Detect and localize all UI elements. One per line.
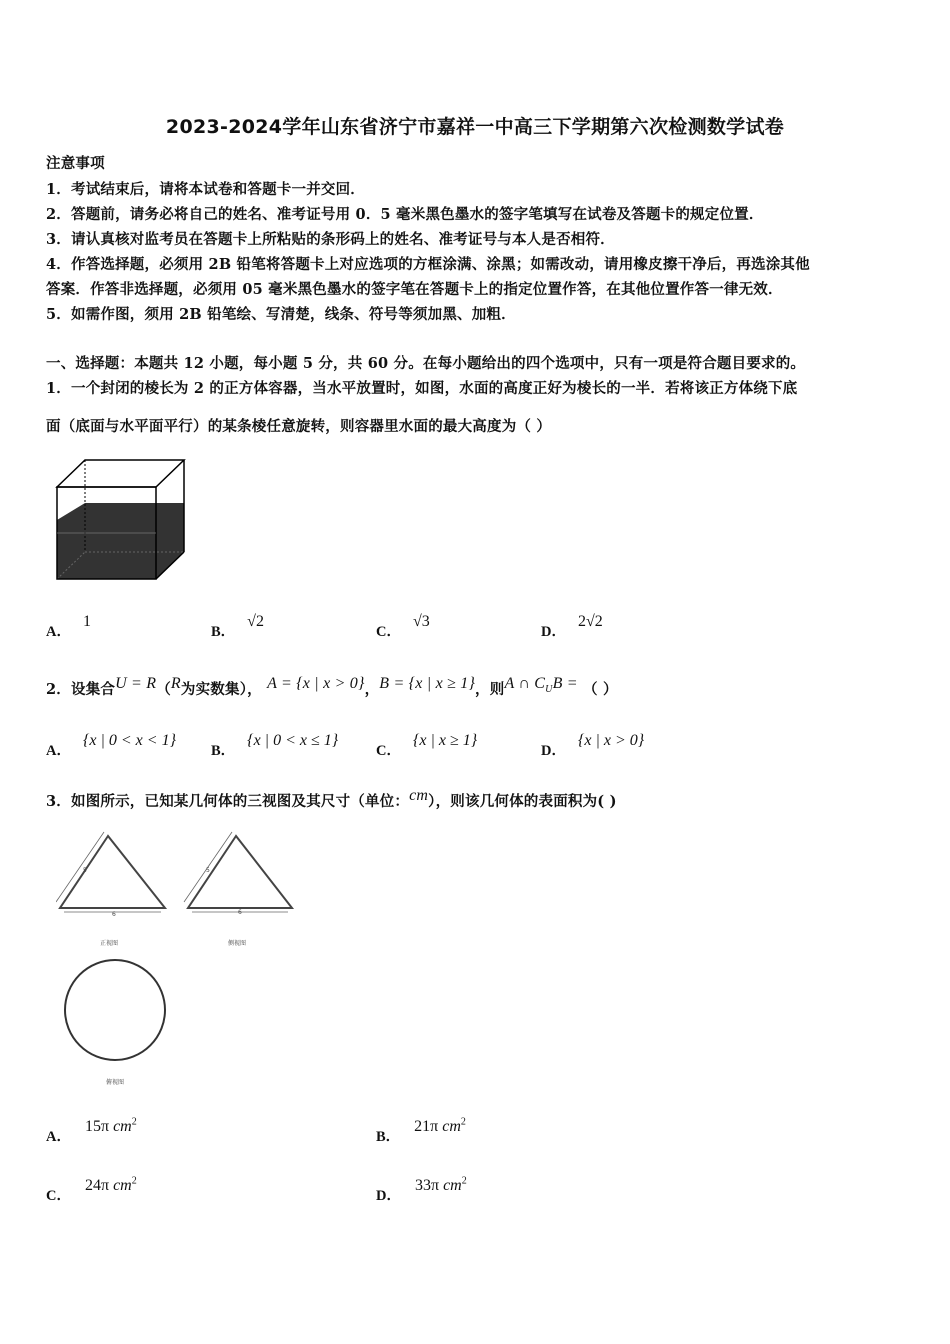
q2-option-c[interactable] <box>376 732 478 760</box>
q1-stem-line1: 1．一个封闭的棱长为 2 的正方体容器，当水平放置时，如图，水面的高度正好为棱长的一半．若将该正方体绕下底 <box>46 380 798 397</box>
cube-figure <box>54 456 186 582</box>
side-slant-label: 5 <box>206 867 210 874</box>
q2-prefix: 2．设集合 <box>46 681 116 698</box>
notice-item-4: 4．作答选择题，必须用 2B 铅笔将答题卡上对应选项的方框涂满、涂黑；如需改动，请用橡皮擦干净后，再选涂其他 <box>46 256 810 273</box>
q2-option-a[interactable] <box>46 732 176 760</box>
option-label: C． <box>376 624 401 640</box>
q1-option-d[interactable] <box>541 613 603 641</box>
option-value: {x | 0 < x < 1} <box>82 732 176 749</box>
front-base-label: 6 <box>112 911 116 918</box>
q1-stem-line2: 面（底面与水平面平行）的某条棱任意旋转，则容器里水面的最大高度为（ ） <box>46 418 552 435</box>
front-view <box>56 832 165 947</box>
option-label: C． <box>46 1188 71 1204</box>
option-label: D． <box>541 624 566 640</box>
q2-then: ，则 <box>475 681 505 698</box>
q1-option-b[interactable] <box>211 613 264 641</box>
side-view <box>184 832 292 947</box>
option-value: 15π $cm^2$ <box>84 1116 137 1135</box>
q3-prefix: 3．如图所示，已知某几何体的三视图及其尺寸（单位： <box>46 793 410 810</box>
q1-option-a[interactable] <box>46 613 91 641</box>
option-label: B． <box>376 1129 401 1145</box>
section-heading: 一、选择题：本题共 12 小题，每小题 5 分，共 60 分。在每小题给出的四个选项中，只有一项是符合题目要求的。 <box>46 355 806 372</box>
q3-suffix: ），则该几何体的表面积为( ) <box>428 793 617 810</box>
q2-set-a: A = {x | x > 0} <box>267 675 365 692</box>
option-label: D． <box>376 1188 401 1204</box>
front-slant-label: 5 <box>83 867 87 874</box>
q3-option-c[interactable] <box>46 1175 137 1205</box>
option-label: D． <box>541 743 566 759</box>
q3-option-a[interactable] <box>46 1116 137 1146</box>
notice-item-3: 3．请认真核对监考员在答题卡上所粘贴的条形码上的姓名、准考证号与本人是否相符． <box>46 231 615 248</box>
q3-unit: cm <box>409 787 429 804</box>
q1-option-c[interactable] <box>376 613 430 641</box>
top-view <box>65 960 165 1086</box>
side-caption: 侧视图 <box>228 940 247 947</box>
notice-item-2: 2．答题前，请务必将自己的姓名、准考证号用 0．5 毫米黑色墨水的签字笔填写在试卷及答题卡的规定位置． <box>46 206 764 223</box>
option-value: √2 <box>247 613 264 630</box>
option-value: 24π $cm^2$ <box>84 1175 137 1194</box>
notice-item-4-cont: 答案．作答非选择题，必须用 05 毫米黑色墨水的签字笔在答题卡上的指定位置作答，在其他位置作答一律无效． <box>46 281 783 298</box>
option-value: {x | x > 0} <box>577 732 645 749</box>
q3-option-d[interactable] <box>376 1175 467 1205</box>
q2-stem <box>46 675 618 701</box>
option-value: √3 <box>412 613 430 630</box>
side-base-label: 6 <box>238 909 242 916</box>
option-value: {x | 0 < x ≤ 1} <box>247 732 339 749</box>
q2-option-d[interactable] <box>541 732 645 760</box>
q2-universal-set: U = R <box>115 675 157 692</box>
option-label: C． <box>376 743 401 759</box>
page-title: 2023-2024学年山东省济宁市嘉祥一中高三下学期第六次检测数学试卷 <box>165 116 785 138</box>
option-label: A． <box>46 743 71 759</box>
q2-comma: ， <box>364 681 380 698</box>
q2-paren: （ <box>156 681 171 698</box>
option-value: {x | x ≥ 1} <box>412 732 478 749</box>
q2-blank: （ ） <box>583 681 618 698</box>
top-caption: 俯视图 <box>106 1079 125 1086</box>
q2-option-b[interactable] <box>211 732 339 760</box>
three-view-figure <box>56 830 300 1090</box>
option-value: 1 <box>82 613 91 630</box>
notice-heading: 注意事项 <box>46 155 105 172</box>
option-label: A． <box>46 624 71 640</box>
option-value: 2√2 <box>577 613 603 630</box>
option-value: 21π $cm^2$ <box>414 1116 466 1135</box>
notice-item-5: 5．如需作图，须用 2B 铅笔绘、写清楚，线条、符号等须加黑、加粗． <box>46 306 516 323</box>
q2-set-b: B = {x | x ≥ 1} <box>379 675 476 692</box>
option-label: B． <box>211 624 236 640</box>
option-label: B． <box>211 743 236 759</box>
front-caption: 正视图 <box>100 940 119 947</box>
q2-R: R <box>170 675 181 692</box>
q2-expression: A ∩ $C_UB$ = <box>504 675 578 696</box>
q3-option-b[interactable] <box>376 1116 466 1146</box>
option-label: A． <box>46 1129 71 1145</box>
q2-realset: 为实数集）， <box>180 681 262 698</box>
option-value: 33π $cm^2$ <box>414 1175 467 1194</box>
notice-item-1: 1．考试结束后，请将本试卷和答题卡一并交回． <box>46 181 365 198</box>
q3-stem <box>46 787 617 811</box>
